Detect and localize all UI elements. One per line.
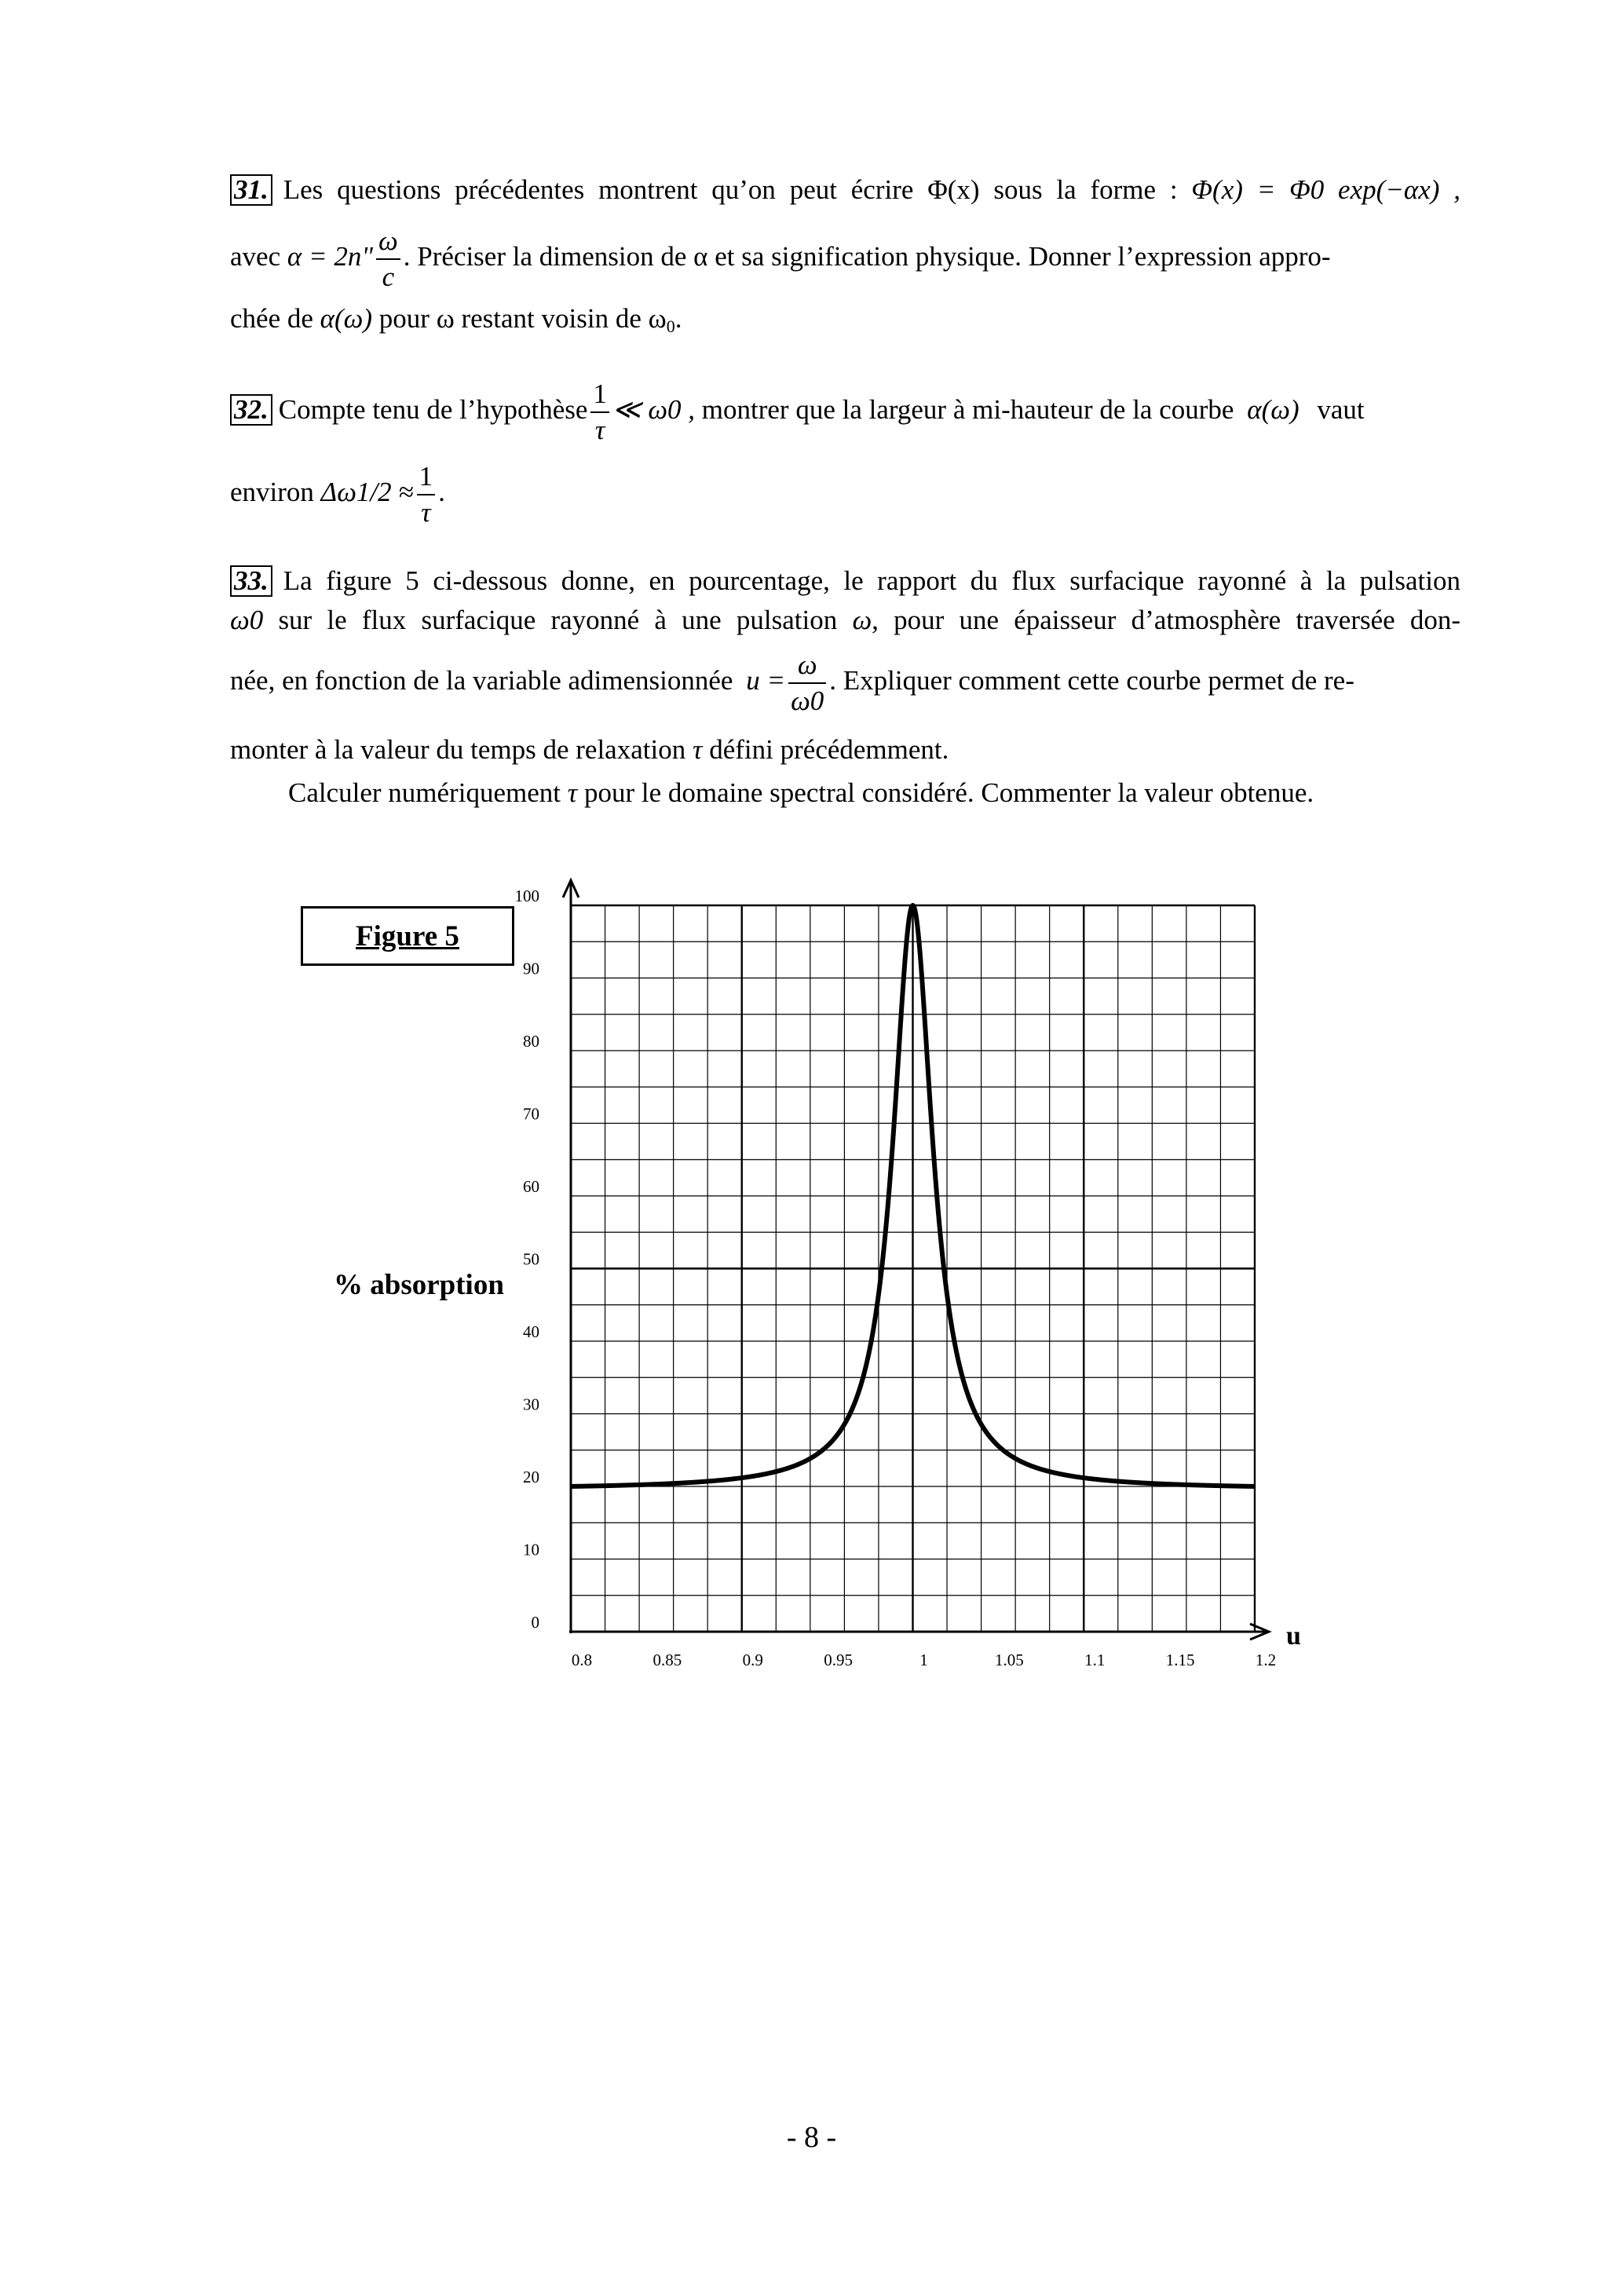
fraction-1-tau-2: $\frac{1}{\tau}$: [417, 459, 436, 530]
fraction-omega-c: $\frac{\omega}{c}$: [376, 224, 400, 294]
y-tick-label: 30: [523, 1395, 539, 1414]
figure-caption: Figure 5: [301, 906, 514, 966]
q32-line-2: environ Δω1/2 ≈ $\frac{1}{\tau}$ .: [230, 459, 1460, 530]
y-tick-label: 100: [514, 887, 539, 905]
formula-alpha: α = 2n": [287, 241, 374, 272]
x-tick-label: 1.2: [1255, 1651, 1277, 1669]
x-tick-label: 0.85: [652, 1651, 682, 1669]
q31-line-2: avec α = 2n" $\frac{\omega}{c}$ . Préciser la dimension de α et sa signification physique. Donner l’expression appro-: [230, 224, 1460, 294]
y-tick-label: 50: [523, 1249, 539, 1269]
question-number-31: 31.: [230, 174, 272, 206]
y-tick-label: 40: [523, 1322, 539, 1341]
y-axis-label: % absorption: [334, 1269, 504, 1301]
q33-line-5: Calculer numériquement τ pour le domaine spectral considéré. Commenter la valeur obtenue.: [288, 777, 1314, 808]
chart-grid: [571, 905, 1255, 1632]
q33-line-3: née, en fonction de la variable adimensionnée u = $\frac{\omega}{\omega 0}$ . Expliquer comment cette courbe permet de re-: [230, 648, 1460, 718]
chart-axes: [563, 880, 1269, 1640]
fraction-omega-omega0: $\frac{\omega}{\omega 0}$: [788, 648, 826, 718]
x-tick-label: 1.15: [1165, 1651, 1195, 1669]
fraction-1-tau: $\frac{1}{\tau}$: [590, 377, 609, 448]
y-tick-label: 10: [523, 1540, 539, 1559]
y-tick-label: 70: [523, 1104, 539, 1124]
formula-phi: Φ(x) = Φ0 exp(−αx) ,: [1191, 174, 1461, 205]
y-tick-label: 20: [523, 1468, 539, 1486]
question-number-33: 33.: [230, 565, 272, 597]
x-tick-label: 0.9: [742, 1651, 763, 1669]
chart-ticks: [515, 887, 1301, 1669]
q33-line-1: 33. La figure 5 ci-dessous donne, en pourcentage, le rapport du flux surfacique rayonné à la pulsation: [230, 565, 1460, 597]
y-tick-label: 80: [523, 1032, 539, 1051]
x-tick-label: 1: [919, 1651, 928, 1669]
q31-line-3: chée de α(ω) pour ω restant voisin de $\omega_0$.: [230, 303, 682, 336]
x-tick-label: 1.1: [1084, 1651, 1106, 1669]
page-number: - 8 -: [786, 2121, 837, 2154]
q32-line-1: 32. Compte tenu de l’hypothèse $\frac{1}{\tau}$ ≪ ω0 , montrer que la largeur à mi-hauteur de la courbe α(ω) vaut: [230, 377, 1460, 448]
q33-line-4: monter à la valeur du temps de relaxation τ défini précédemment.: [230, 734, 949, 765]
x-tick-label: 0.95: [824, 1651, 853, 1669]
x-axis-label: u: [1286, 1621, 1301, 1651]
x-tick-label: 0.8: [571, 1651, 593, 1669]
y-tick-label: 60: [523, 1177, 539, 1196]
question-number-32: 32.: [230, 394, 272, 426]
y-tick-label: 0: [531, 1613, 539, 1632]
x-tick-label: 1.05: [995, 1651, 1024, 1669]
y-tick-label: 90: [523, 959, 539, 978]
q33-line-2: ω0 sur le flux surfacique rayonné à une pulsation ω, pour une épaisseur d’atmosphère traversée don-: [230, 605, 1461, 635]
q31-line-1: 31. Les questions précédentes montrent qu’on peut écrire Φ(x) sous la forme : Φ(x) = Φ0 exp(−αx) ,: [230, 174, 1460, 206]
